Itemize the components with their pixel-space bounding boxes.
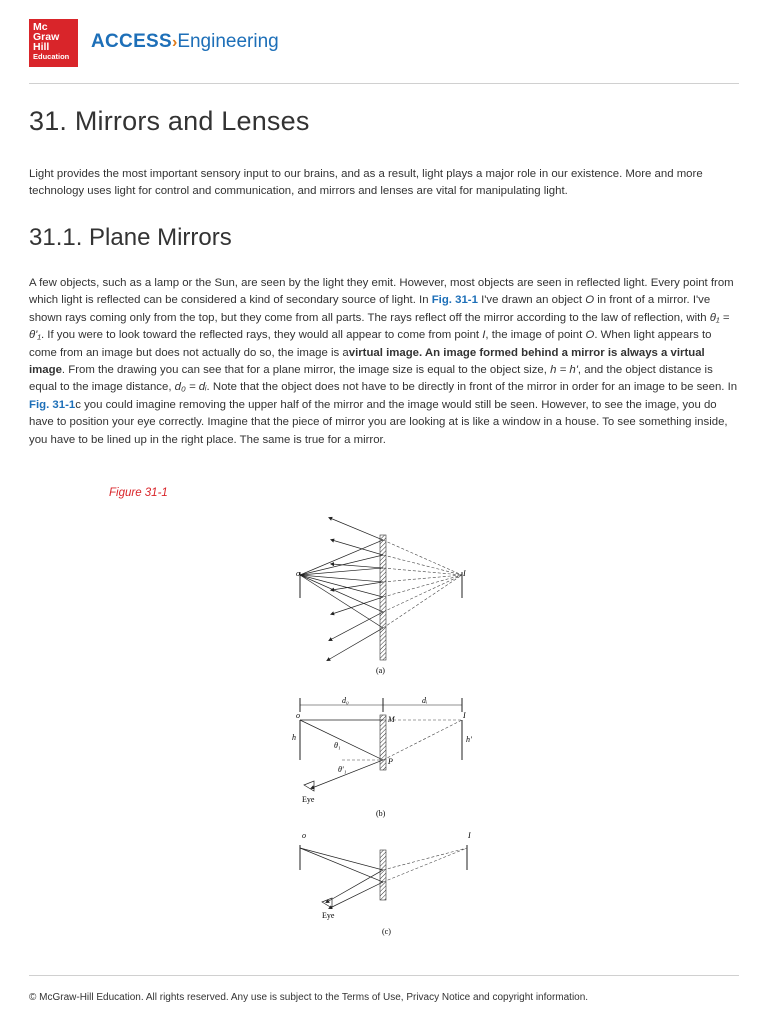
fig-label: h' bbox=[466, 735, 472, 744]
mcgraw-hill-logo[interactable] bbox=[29, 19, 78, 67]
figure-link[interactable]: Fig. 31-1 bbox=[29, 398, 76, 411]
logo-line: Graw bbox=[33, 31, 60, 43]
figure-caption: Figure 31-1 bbox=[109, 487, 168, 499]
fig-label: o bbox=[296, 569, 300, 578]
fig-label: o bbox=[296, 711, 300, 720]
subfigure-a bbox=[296, 518, 466, 675]
body-paragraph: A few objects, such as a lamp or the Sun, are seen by the light they emit. However, most objects are seen in reflected light. Every point from which light is reflected can be considered a kind of secondary source of light. In Fig. 31-1 I've drawn an object O in front of a mirror. I've shown rays coming only from the top, but they come from all parts. The rays reflect off the mirror according to the law of reflection, with θ₁ = θ'₁. If you were to look toward the reflected rays, they would all appear to come from point I, the image of point O. When light appears to come from an image but does not actually do so, the image is avirtual image. An image formed behind a mirror is always a virtual image. From the drawing you can see that for a plane mirror, the image size is equal to the object size, h = h', and the object distance is equal to the image distance, d₀ = dᵢ. Note that the object does not have to be directly in front of the mirror in order for an image to be seen. In Fig. 31-1c you could imagine removing the upper half of the mirror and the image would still be seen. However, to see the image, you do have to position your eye correctly. Imagine that the piece of mirror you are looking at is like a window in a house. To see something inside, you have to be lined up in the right place. The same is true for a mirror. bbox=[29, 277, 738, 446]
brand-arrow-icon: › bbox=[171, 34, 178, 51]
fig-label: I bbox=[468, 831, 471, 840]
section-title: 31.1. Plane Mirrors bbox=[29, 224, 232, 251]
access-engineering-brand[interactable] bbox=[91, 31, 279, 53]
fig-label: M bbox=[388, 715, 395, 724]
footer-divider bbox=[29, 975, 739, 976]
logo-line: Hill bbox=[33, 41, 50, 53]
logo-line: Mc bbox=[33, 21, 48, 33]
chapter-title: 31. Mirrors and Lenses bbox=[29, 106, 310, 136]
figure-link[interactable]: Fig. 31-1 bbox=[431, 294, 478, 307]
fig-label: θ₁ bbox=[334, 741, 341, 750]
subfigure-caption: (c) bbox=[382, 927, 391, 936]
fig-label: I bbox=[463, 711, 466, 720]
fig-label: θ'₁ bbox=[338, 765, 347, 774]
eye-icon bbox=[322, 898, 332, 908]
fig-label: I bbox=[463, 569, 466, 578]
fig-label: h bbox=[292, 733, 296, 742]
footer-copyright: © McGraw-Hill Education. All rights reserved. Any use is subject to the Terms of Use, Privacy Notice and copyright information. bbox=[29, 992, 589, 1003]
brand-access: ACCESS bbox=[91, 31, 172, 52]
fig-label: P bbox=[388, 757, 393, 766]
brand-engineering: Engineering bbox=[177, 31, 279, 52]
fig-label: o bbox=[302, 831, 306, 840]
subfigure-b bbox=[292, 696, 472, 818]
subfigure-c bbox=[300, 831, 471, 936]
logo-line: Education bbox=[33, 52, 70, 61]
eye-icon bbox=[304, 781, 314, 791]
subfigure-caption: (a) bbox=[376, 666, 385, 675]
figure-31-1-diagram bbox=[282, 510, 482, 940]
fig-label: dᵢ bbox=[422, 696, 428, 705]
subfigure-caption: (b) bbox=[376, 809, 386, 818]
bold-definition: virtual image. An image formed behind a mirror is always a virtual image bbox=[29, 346, 705, 377]
fig-label: Eye bbox=[302, 795, 315, 804]
header-divider bbox=[29, 83, 739, 84]
intro-paragraph: Light provides the most important sensory input to our brains, and as a result, light plays a major role in our existence. More and more technology uses light for control and communication, and mirrors and lenses are vital for manipulating light. bbox=[29, 168, 703, 198]
fig-label: d₀ bbox=[342, 696, 349, 705]
fig-label: Eye bbox=[322, 911, 335, 920]
